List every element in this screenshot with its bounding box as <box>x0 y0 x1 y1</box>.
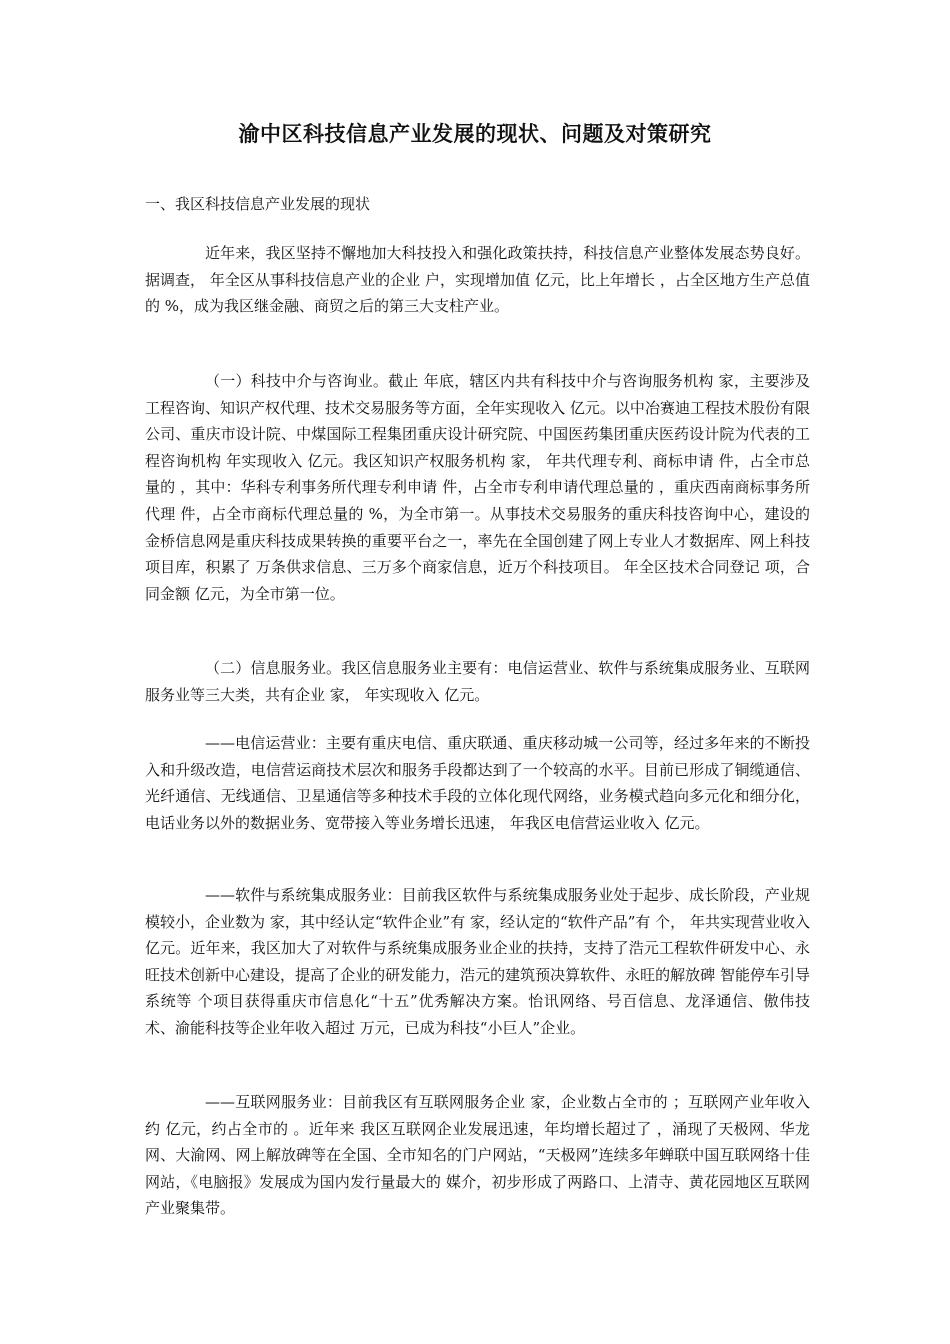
paragraph-tech-intermediary: （一）科技中介与咨询业。截止 年底，辖区内共有科技中介与咨询服务机构 家，主要涉及工程咨询、知识产权代理、技术交易服务等方面，全年实现收入 亿元。以中冶赛迪工程技术股份有限公司、重庆市设计院、中煤国际工程集团重庆设计研究院、中国医药集团重庆医药设计院为代表的工程咨询机构 年实现收入 亿元。我区知识产权服务机构 家， 年共代理专利、商标申请 件，占全市总量的 ，其中：华科专利事务所代理专利申请 件，占全市专利申请代理总量的 ，重庆西南商标事务所代理 件，占全市商标代理总量的 %，为全市第一。从事技术交易服务的重庆科技咨询中心，建设的金桥信息网是重庆科技成果转换的重要平台之一，率先在全国创建了网上专业人才数据库、网上科技项目库，积累了 万条供求信息、三万多个商家信息，近万个科技项目。 年全区技术合同登记 项，合同金额 亿元，为全市第一位。 <box>145 372 810 603</box>
paragraph-information-services: （二）信息服务业。我区信息服务业主要有：电信运营业、软件与系统集成服务业、互联网服务业等三大类，共有企业 家， 年实现收入 亿元。 <box>145 659 810 704</box>
paragraph-telecom: ——电信运营业：主要有重庆电信、重庆联通、重庆移动城一公司等，经过多年来的不断投入和升级改造，电信营运商技术层次和服务手段都达到了一个较高的水平。目前已形成了铜缆通信、光纤通信、无线通信、卫星通信等多种技术手段的立体化现代网络，业务模式趋向多元化和细分化，电话业务以外的数据业务、宽带接入等业务增长迅速， 年我区电信营运业收入 亿元。 <box>145 734 810 832</box>
section-heading: 一、我区科技信息产业发展的现状 <box>145 195 371 213</box>
document-title: 渝中区科技信息产业发展的现状、问题及对策研究 <box>238 122 712 146</box>
paragraph-internet: ——互联网服务业：目前我区有互联网服务企业 家，企业数占全市的 ；互联网产业年收入约 亿元，约占全市的 。近年来 我区互联网企业发展迅速，年均增长超过了 ，涌现了天极网、华龙网、大渝网、网上解放碑等在全国、全市知名的门户网站，“天极网”连续多年蝉联中国互联网络十佳网站，《电脑报》发展成为国内发行量最大的 媒介，初步形成了两路口、上清寺、黄花园地区互联网产业聚集带。 <box>145 1093 810 1218</box>
paragraph-software: ——软件与系统集成服务业：目前我区软件与系统集成服务业处于起步、成长阶段，产业规模较小，企业数为 家，其中经认定“软件企业”有 家，经认定的“软件产品”有 个， 年共实现营业收入 亿元。近年来，我区加大了对软件与系统集成服务业企业的扶持，支持了浩元工程软件研发中心、永旺技术创新中心建设，提高了企业的研发能力，浩元的建筑预决算软件、永旺的解放碑 智能停车引导系统等 个项目获得重庆市信息化“十五”优秀解决方案。怡讯网络、号百信息、龙泽通信、傲伟技术、渝能科技等企业年收入超过 万元，已成为科技“小巨人”企业。 <box>145 886 810 1037</box>
paragraph-overview: 近年来，我区坚持不懈地加大科技投入和强化政策扶持，科技信息产业整体发展态势良好。据调查， 年全区从事科技信息产业的企业 户，实现增加值 亿元，比上年增长 ，占全区地方生产总值的 %，成为我区继金融、商贸之后的第三大支柱产业。 <box>145 244 810 316</box>
